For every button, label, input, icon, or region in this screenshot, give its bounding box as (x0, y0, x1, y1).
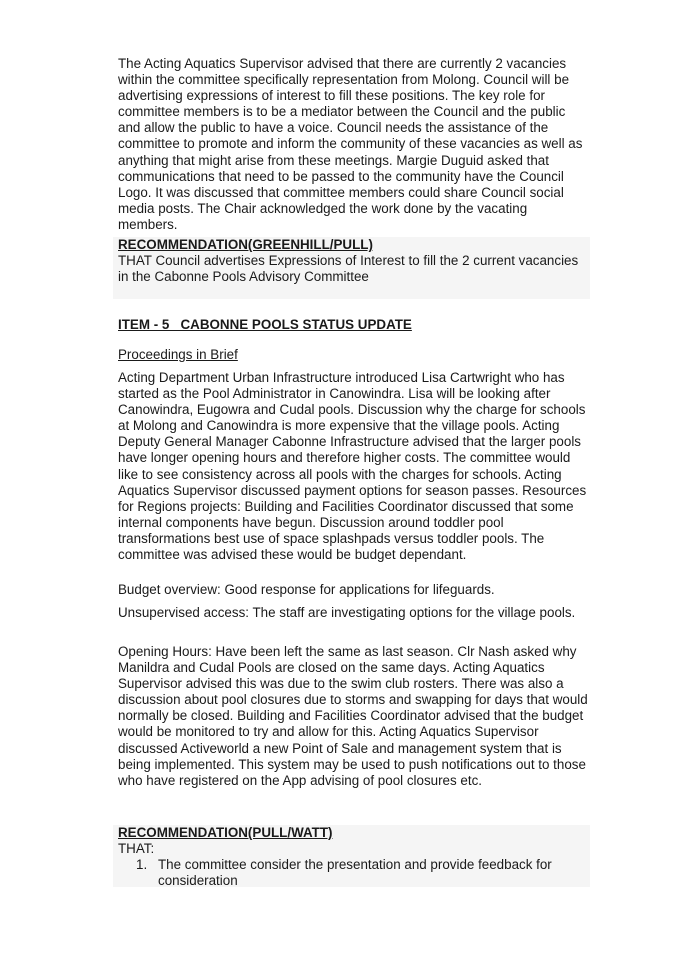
proceedings-text: Acting Department Urban Infrastructure introduced Lisa Cartwright who has started as the Pool Administrator in Canowindra. Lisa will be looking after Canowindra, Eugowra and Cudal pools. Discussion why the charge for schools at Molong and Canowindra is more expensive that the village pools. Acting Deputy General Manager Cabonne Infrastructure advised that the larger pools have longer opening hours and therefore higher costs. The committee would like to see consistency across all pools with the charges for schools. Acting Aquatics Supervisor discussed payment options for season passes. Resources for Regions projects: Building and Facilities Coordinator discussed that some internal components have begun. Discussion around toddler pool transformations best use of space splashpads versus toddler pools. The committee was advised these would be budget dependant. (118, 370, 587, 563)
unsupervised-text: Unsupervised access: The staff are investigating options for the village pools. (118, 605, 576, 620)
recommendation-1-text: THAT Council advertises Expressions of Interest to fill the 2 current vacancies in the Cabonne Pools Advisory Committee (118, 253, 579, 285)
recommendation-box-2 (113, 825, 590, 887)
recommendation-2-that: THAT: (118, 841, 155, 857)
proceedings-label: Proceedings in Brief (118, 347, 238, 362)
recommendation-box-1 (113, 237, 590, 299)
intro-section (118, 56, 590, 233)
recommendation-2-item-text: The committee consider the presentation and provide feedback for consideration (158, 857, 552, 889)
item-5-heading: ITEM - 5 CABONNE POOLS STATUS UPDATE (118, 317, 412, 332)
recommendation-2-heading: RECOMMENDATION(PULL/WATT) (118, 825, 333, 840)
opening-hours-text: Opening Hours: Have been left the same as last season. Clr Nash asked why Manildra and Cudal Pools are closed on the same days. Acting Aquatics Supervisor advised this was due to the swim club rosters. There was also a discussion about pool closures due to storms and swapping for days that would normally be closed. Building and Facilities Coordinator advised that the budget would be monitored to try and allow for this. Acting Aquatics Supervisor discussed Activeworld a new Point of Sale and management system that is being implemented. This system may be used to push notifications out to those who have registered on the App advising of pool closures etc. (118, 644, 588, 788)
budget-section (118, 582, 590, 598)
recommendation-1-heading: RECOMMENDATION(GREENHILL/PULL) (118, 237, 373, 252)
unsupervised-section (118, 605, 590, 621)
budget-text: Budget overview: Good response for applications for lifeguards. (118, 582, 495, 597)
proceedings-section (118, 370, 590, 563)
recommendation-2-item-number: 1. (136, 857, 148, 873)
proceedings-label-section (118, 347, 590, 363)
intro-paragraph: The Acting Aquatics Supervisor advised that there are currently 2 vacancies within the committee specifically representation from Molong. Council will be advertising expressions of interest to fill these positions. The key role for committee members is to be a mediator between the Council and the public and allow the public to have a voice. Council needs the assistance of the committee to promote and inform the community of these vacancies as well as anything that might arise from these meetings. Margie Duguid asked that communications that need to be passed to the community have the Council Logo. It was discussed that committee members could share Council social media posts. The Chair acknowledged the work done by the vacating members. (118, 56, 583, 232)
recommendation-2-item (118, 857, 590, 889)
opening-hours-section (118, 644, 590, 789)
item-5-heading-section (118, 317, 590, 333)
